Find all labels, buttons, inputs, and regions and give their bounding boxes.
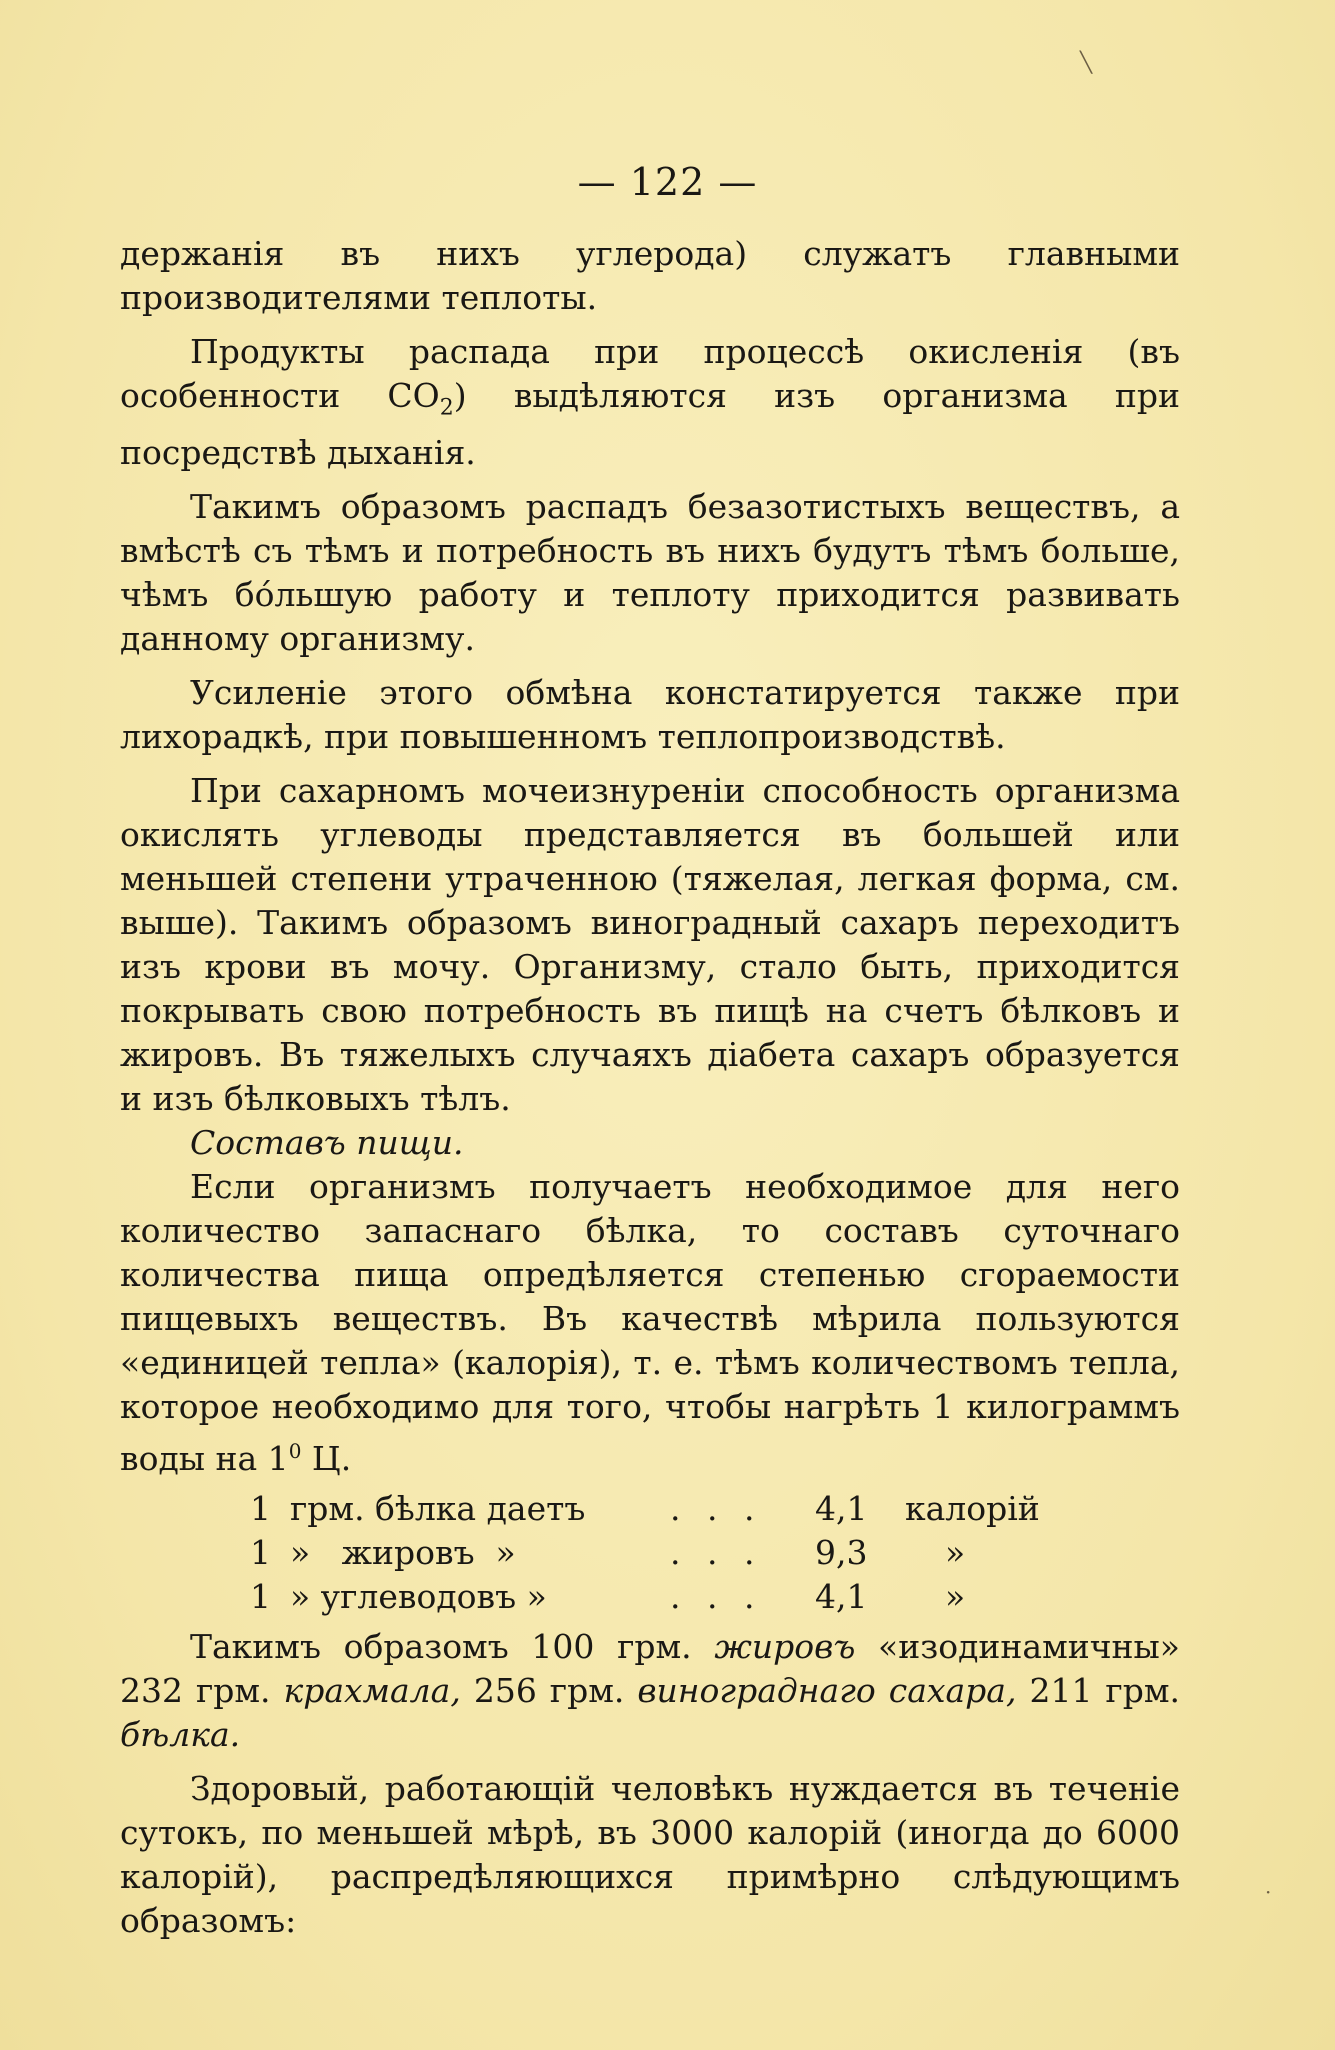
paragraph: При сахарномъ мочеизнуреніи способность организма окислять углеводы представляется въ большей или меньшей степени утраченною (тяжелая, легкая форма, см. выше). Такимъ образомъ виноградный сахаръ переходитъ изъ крови въ мочу. Организму, стало быть, приходится покрывать свою потребность въ пищѣ на счетъ бѣлковъ и жировъ. Въ тяжелыхъ случаяхъ діабета сахаръ образуется и изъ бѣлковыхъ тѣлъ. bbox=[120, 770, 1180, 1118]
paragraph: держанія въ нихъ углерода) служатъ главными производителями теплоты. bbox=[120, 234, 1180, 317]
calorie-row: 1 грм. бѣлка даетъ . . . 4,1 калорій bbox=[250, 1488, 1040, 1528]
page-speck: ╲ bbox=[1080, 50, 1093, 74]
calorie-row: 1 » углеводовъ » . . . 4,1 » bbox=[250, 1576, 966, 1616]
paragraph: Здоровый, работающій человѣкъ нуждается въ теченіе сутокъ, по меньшей мѣрѣ, въ 3000 калорій (иногда до 6000 калорій), распредѣляющихся примѣрно слѣдующимъ образомъ: bbox=[120, 1768, 1180, 1940]
calorie-row: 1 » жировъ » . . . 9,3 » bbox=[250, 1532, 966, 1572]
paragraph: Такимъ образомъ 100 грм. жировъ «изодинамичны» 232 грм. крахмала, 256 грм. винограднаго сахара, 211 грм. бѣлка. bbox=[120, 1626, 1180, 1754]
calorie-table bbox=[250, 1487, 1180, 1619]
paragraph: Такимъ образомъ распадъ безазотистыхъ веществъ, а вмѣстѣ съ тѣмъ и потребность въ нихъ будутъ тѣмъ больше, чѣмъ бо́льшую работу и теплоту приходится развивать данному организму. bbox=[120, 486, 1180, 658]
page-number: — 122 — bbox=[577, 160, 758, 204]
section-heading: Составъ пищи. bbox=[190, 1122, 464, 1162]
paragraph: Продукты распада при процессѣ окисленія (въ особенности $CO_2$) выдѣляются изъ организма при посредствѣ дыханія. bbox=[120, 332, 1180, 472]
paragraph: Если организмъ получаетъ необходимое для него количество запаснаго бѣлка, то составъ суточнаго количества пища опредѣляется степенью сгораемости пищевыхъ веществъ. Въ качествѣ мѣрила пользуются «единицей тепла» (калорія), т. е. тѣмъ количествомъ тепла, которое необходимо для того, чтобы нагрѣть 1 килограммъ воды на $1^0$ Ц. bbox=[120, 1166, 1180, 1478]
paragraph: Усиленіе этого обмѣна констатируется также при лихорадкѣ, при повышенномъ теплопроизводствѣ. bbox=[120, 672, 1180, 756]
page-speck: · bbox=[1265, 1880, 1272, 1904]
page-body bbox=[120, 232, 1180, 1943]
